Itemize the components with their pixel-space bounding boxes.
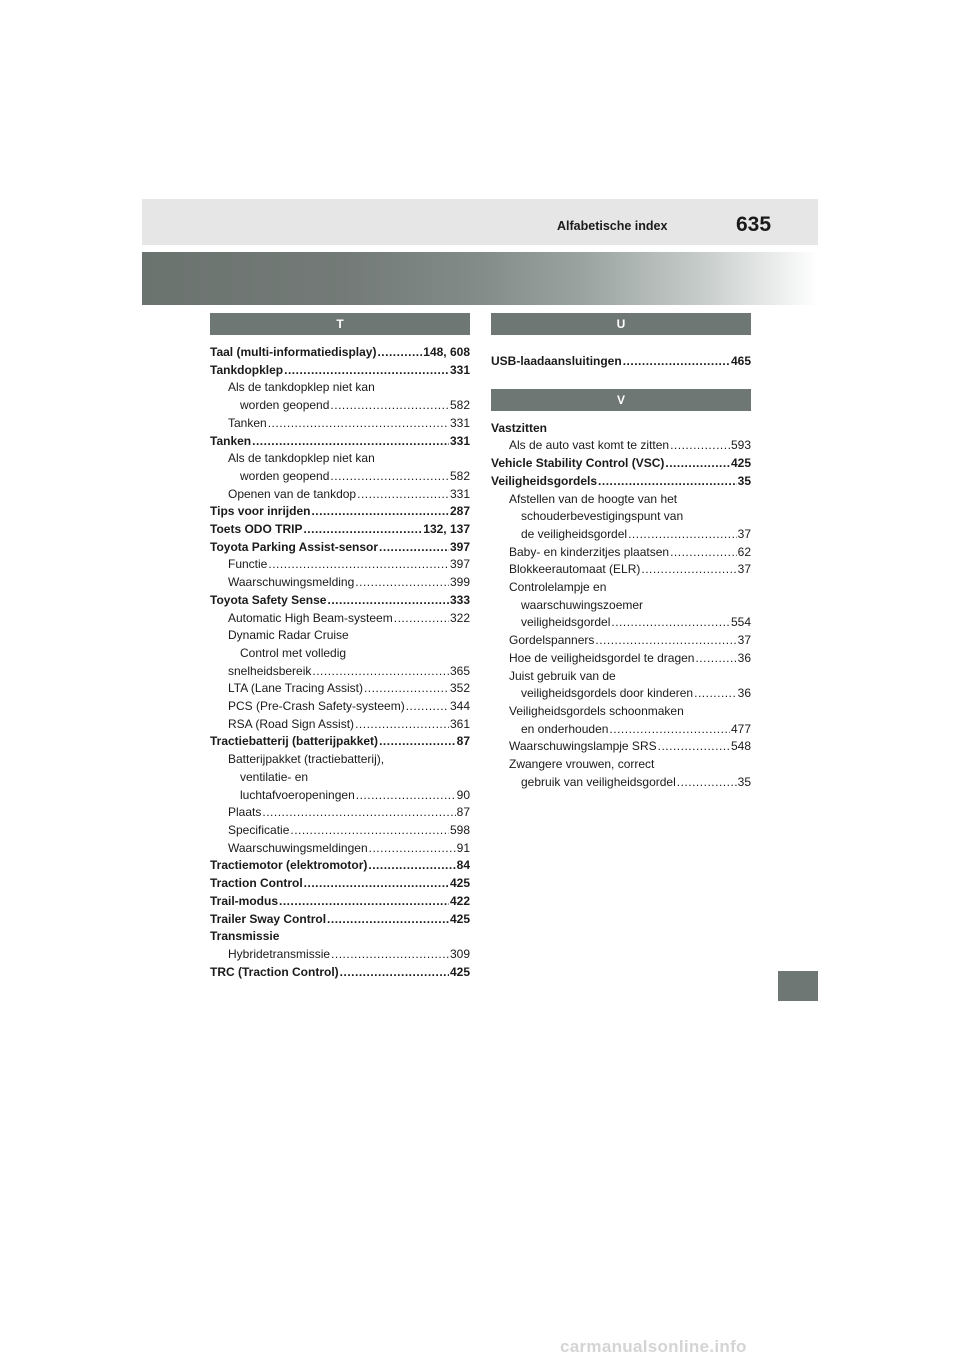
index-entry: Tractiemotor (elektromotor) ..... 84 xyxy=(210,857,470,875)
index-subentry: Als de tankdopklep niet kan xyxy=(228,451,375,466)
index-subentry: snelheidsbereik ..... 365 xyxy=(210,663,470,681)
index-subentry: Juist gebruik van de xyxy=(509,668,616,683)
index-subentry: waarschuwingszoemer xyxy=(521,597,644,612)
index-subentry: Waarschuwingsmelding ..... 399 xyxy=(210,574,470,592)
index-column-left xyxy=(210,313,470,981)
index-subentry: LTA (Lane Tracing Assist) ..... 352 xyxy=(210,680,470,698)
index-entry: Toets ODO TRIP ..... 132, 137 xyxy=(210,521,470,539)
index-entry: Traction Control ..... 425 xyxy=(210,875,470,893)
index-entry: Toyota Safety Sense ..... 333 xyxy=(210,592,470,610)
index-subentry: Batterijpakket (tractiebatterij), xyxy=(228,752,385,767)
index-subentry: Controlelampje en xyxy=(509,580,607,595)
index-subentry: Zwangere vrouwen, correct xyxy=(509,757,655,772)
index-subentry: Blokkeerautomaat (ELR) ..... 37 xyxy=(491,561,751,579)
index-entry: Tankdopklep ..... 331 xyxy=(210,362,470,380)
index-entry: TRC (Traction Control) ..... 425 xyxy=(210,964,470,982)
index-entry: Trail-modus ..... 422 xyxy=(210,893,470,911)
index-section-u xyxy=(491,313,751,371)
index-subentry: Dynamic Radar Cruise xyxy=(228,628,349,643)
letter-heading-t: T xyxy=(210,313,470,335)
index-entries-u xyxy=(491,344,751,371)
header-banner xyxy=(142,252,818,305)
index-subentry: Tanken ..... 331 xyxy=(210,415,470,433)
page-title: Alfabetische index xyxy=(557,219,668,233)
index-subentry: Veiligheidsgordels schoonmaken xyxy=(509,703,684,718)
index-subentry: Hoe de veiligheidsgordel te dragen ..... 36 xyxy=(491,650,751,668)
index-entry: USB-laadaansluitingen ..... 465 xyxy=(491,353,751,371)
index-subentry: Specificatie ..... 598 xyxy=(210,822,470,840)
index-subentry: veiligheidsgordels door kinderen ..... 36 xyxy=(491,685,751,703)
header-band xyxy=(142,199,818,245)
index-entry: Vehicle Stability Control (VSC) ..... 425 xyxy=(491,455,751,473)
index-subentry: Functie ..... 397 xyxy=(210,556,470,574)
index-column-right xyxy=(491,313,751,791)
index-subentry: gebruik van veiligheidsgordel ..... 35 xyxy=(491,774,751,792)
section-tab-marker xyxy=(778,971,818,1001)
index-subentry: RSA (Road Sign Assist) ..... 361 xyxy=(210,716,470,734)
index-subentry: en onderhouden ..... 477 xyxy=(491,721,751,739)
index-entry: Tractiebatterij (batterijpakket) ..... 87 xyxy=(210,733,470,751)
index-subentry: Control met volledig xyxy=(240,645,347,660)
index-entry: Taal (multi-informatiedisplay) ..... 148, 608 xyxy=(210,344,470,362)
index-subentry: Hybridetransmissie ..... 309 xyxy=(210,946,470,964)
letter-heading-v: V xyxy=(491,389,751,411)
index-subentry: Als de auto vast komt te zitten ..... 593 xyxy=(491,437,751,455)
index-subentry: Automatic High Beam-systeem ..... 322 xyxy=(210,610,470,628)
index-subentry: Waarschuwingslampje SRS ..... 548 xyxy=(491,738,751,756)
index-entry: Tips voor inrijden ..... 287 xyxy=(210,503,470,521)
index-subentry: Openen van de tankdop ..... 331 xyxy=(210,486,470,504)
index-subentry: Als de tankdopklep niet kan xyxy=(228,380,375,395)
index-subentry: veiligheidsgordel ..... 554 xyxy=(491,614,751,632)
index-entries-t xyxy=(210,335,470,981)
index-entries-v xyxy=(491,411,751,792)
index-subentry: Afstellen van de hoogte van het xyxy=(509,491,678,506)
index-subentry: de veiligheidsgordel ..... 37 xyxy=(491,526,751,544)
index-section-v xyxy=(491,389,751,792)
index-subentry: luchtafvoeropeningen ..... 90 xyxy=(210,787,470,805)
index-subentry: PCS (Pre-Crash Safety-systeem) ..... 344 xyxy=(210,698,470,716)
index-entry: Vastzitten xyxy=(491,420,548,435)
index-subentry: Waarschuwingsmeldingen ..... 91 xyxy=(210,840,470,858)
index-entry: Veiligheidsgordels ..... 35 xyxy=(491,473,751,491)
index-subentry: worden geopend ..... 582 xyxy=(210,397,470,415)
index-entry: Trailer Sway Control ..... 425 xyxy=(210,911,470,929)
index-subentry: worden geopend ..... 582 xyxy=(210,468,470,486)
index-subentry: Baby- en kinderzitjes plaatsen ..... 62 xyxy=(491,544,751,562)
index-subentry: schouderbevestigingspunt van xyxy=(521,509,684,524)
index-entry: Tanken ..... 331 xyxy=(210,433,470,451)
index-entry: Transmissie xyxy=(210,929,280,944)
index-entry: Toyota Parking Assist-sensor ..... 397 xyxy=(210,539,470,557)
watermark-text: carmanualsonline.info xyxy=(560,1337,747,1356)
index-subentry: Gordelspanners ..... 37 xyxy=(491,632,751,650)
index-subentry: Plaats ..... 87 xyxy=(210,804,470,822)
index-subentry: ventilatie- en xyxy=(240,769,309,784)
letter-heading-u: U xyxy=(491,313,751,335)
page-number: 635 xyxy=(736,213,772,236)
